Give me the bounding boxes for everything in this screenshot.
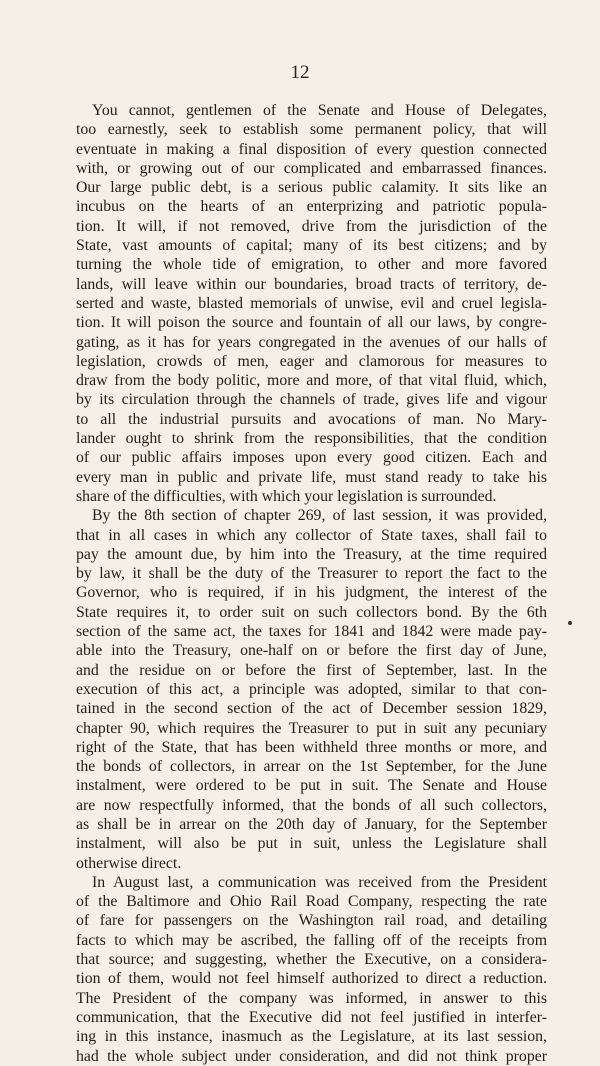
text-line: of fare for passengers on the Washington rail road, and detailing — [76, 912, 547, 930]
text-line: lands, will leave within our boundaries, broad tracts of territory, de- — [76, 275, 547, 293]
text-line: instalment, were ordered to be put in suit. The Senate and House — [76, 777, 547, 795]
text-line: of the Baltimore and Ohio Rail Road Company, respecting the rate — [76, 893, 547, 911]
text-line: that source; and suggesting, whether the Executive, on a considera- — [76, 951, 547, 969]
text-line: right of the State, that has been withheld three months or more, and — [76, 738, 547, 756]
text-line: tained in the second section of the act of December session 1829, — [76, 700, 547, 718]
text-line: The President of the company was informed, in answer to this — [76, 989, 547, 1007]
text-line: had the whole subject under consideration, and did not think proper — [76, 1047, 547, 1065]
text-line: tion. It will poison the source and fountain of all our laws, by congre- — [76, 314, 547, 332]
page-number: 12 — [290, 62, 310, 83]
text-line: too earnestly, seek to establish some permanent policy, that will — [76, 121, 547, 139]
text-line: communication, that the Executive did not feel justified in interfer- — [76, 1008, 547, 1026]
text-line: by law, it shall be the duty of the Treasurer to report the fact to the — [76, 565, 547, 583]
text-line: instalment, will also be put in suit, unless the Legislature shall — [76, 835, 547, 853]
paper-blemish — [568, 621, 572, 625]
text-line: that in all cases in which any collector of State taxes, shall fail to — [76, 526, 547, 544]
text-line: draw from the body politic, more and more, of that vital fluid, which, — [76, 372, 547, 390]
text-line: pay the amount due, by him into the Treasury, at the time required — [76, 545, 547, 563]
text-line: serted and waste, blasted memorials of unwise, evil and cruel legisla- — [76, 294, 547, 312]
text-line: facts to which may be ascribed, the falling off of the receipts from — [76, 931, 547, 949]
text-line: by its circulation through the channels of trade, gives life and vigour — [76, 391, 547, 409]
paragraph-collectors-bonds — [76, 506, 547, 873]
text-line: to all the industrial pursuits and avocations of man. No Mary- — [76, 410, 547, 428]
paragraph-public-debt — [76, 101, 547, 506]
text-line: Governor, who is required, if in his judgment, the interest of the — [76, 584, 547, 602]
text-line: every man in public and private life, must stand ready to take his — [76, 468, 547, 486]
body-text — [76, 101, 547, 1066]
text-line: legislation, crowds of men, eager and clamorous for measures to — [76, 352, 547, 370]
text-line: eventuate in making a final disposition of every question connected — [76, 140, 547, 158]
text-line: of our public affairs imposes upon every good citizen. Each and — [76, 449, 547, 467]
text-line: as shall be in arrear on the 20th day of January, for the September — [76, 815, 547, 833]
text-line: lander ought to shrink from the responsibilities, that the condition — [76, 430, 547, 448]
text-line: State requires it, to order suit on such collectors bond. By the 6th — [76, 603, 547, 621]
text-line: tion of them, would not feel himself authorized to direct a reduction. — [76, 970, 547, 988]
text-line: section of the same act, the taxes for 1841 and 1842 were made pay- — [76, 623, 547, 641]
text-line: are now respectfully informed, that the bonds of all such collectors, — [76, 796, 547, 814]
text-line: turning the whole tide of emigration, to other and more favored — [76, 256, 547, 274]
text-line: tion. It will, if not removed, drive from the jurisdiction of the — [76, 217, 547, 235]
text-line: chapter 90, which requires the Treasurer to put in suit any pecuniary — [76, 719, 547, 737]
text-line: State, vast amounts of capital; many of its best citizens; and by — [76, 237, 547, 255]
text-line: execution of this act, a principle was adopted, similar to that con- — [76, 680, 547, 698]
text-line: otherwise direct. — [76, 854, 182, 872]
text-line: able into the Treasury, one-half on or before the first day of June, — [76, 642, 547, 660]
text-line: Our large public debt, is a serious public calamity. It sits like an — [76, 179, 547, 197]
text-line: ing in this instance, inasmuch as the Legislature, at its last session, — [76, 1028, 547, 1046]
paragraph-rail-road-fare — [76, 873, 547, 1066]
text-line: with, or growing out of our complicated and embarrassed finances. — [76, 159, 547, 177]
text-line: In August last, a communication was received from the President — [92, 873, 547, 891]
text-line: gating, as it has for years congregated in the avenues of our halls of — [76, 333, 547, 351]
text-line: share of the difficulties, with which your legislation is surrounded. — [76, 487, 497, 505]
text-line: the bonds of collectors, in arrear on the 1st September, for the June — [76, 758, 547, 776]
text-line: incubus on the hearts of an enterprizing and patriotic popula- — [76, 198, 547, 216]
text-line: and the residue on or before the first of September, last. In the — [76, 661, 547, 679]
text-line: You cannot, gentlemen of the Senate and House of Delegates, — [92, 102, 547, 119]
text-line: By the 8th section of chapter 269, of last session, it was provided, — [92, 507, 547, 525]
